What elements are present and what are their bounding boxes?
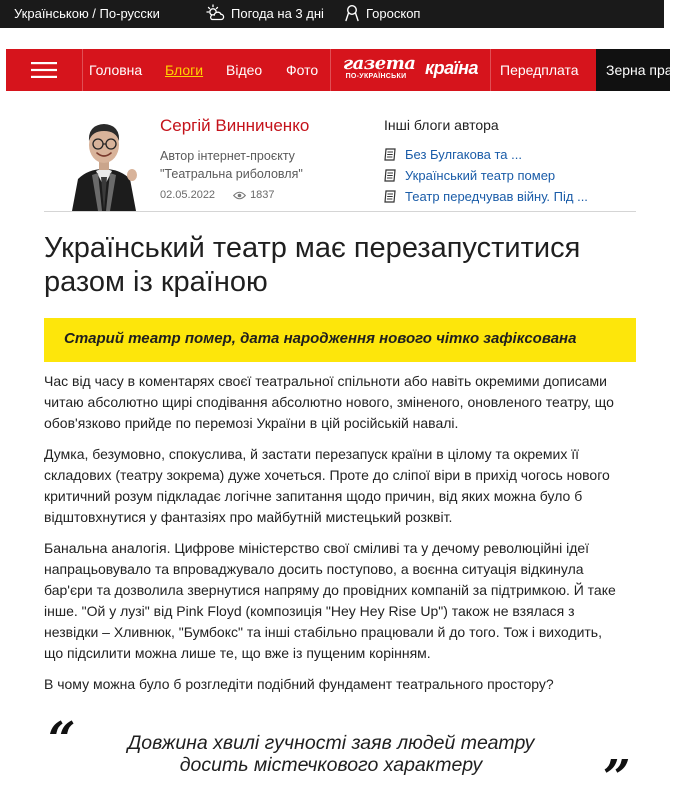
article-paragraph: В чому можна було б розгледіти подібний фундамент театрального простору? [44,676,554,692]
nav-separator [330,49,331,91]
nav-item-blogs[interactable]: Блоги [165,62,204,78]
article-lead: Старий театр помер, дата народження нового чітко зафіксована [44,318,636,362]
pull-quote: Довжина хвилі гучності заяв людей театру досить містечкового характеру [127,732,535,776]
other-blog-label: Без Булгакова та ... [405,147,522,162]
other-blogs-title: Інші блоги автора [384,117,499,133]
quote-close-mark: ” [603,750,631,806]
weather-icon [205,4,225,22]
article-paragraph: Думка, безумовно, спокуслива, й застати перезапуск країни в цілому та окремих її складових (театру зокрема) дуже хочеться. Проте до сліпої віри в прихід чогось нового критичний розум підкладає логічне запитання щодо причин, від яких можна було б відштовхнутися у фантазіях про майбутній мистецький розквіт. [44,446,610,525]
other-blog-link[interactable] [384,186,636,207]
nav-item-photo[interactable]: Фото [286,62,319,78]
other-blog-link[interactable] [384,165,636,186]
language-switch[interactable]: Українською / По-русски [14,6,160,21]
author-divider [44,211,636,212]
blog-post-icon [384,190,397,203]
main-nav [6,49,673,91]
gazeta-logo-subtitle: ПО-УКРАЇНСЬКИ [345,73,407,80]
views-counter [233,189,274,201]
article-paragraph: Банальна аналогія. Цифрове міністерство свої сміливі та у дечому революційні ідеї напрацьовувало та впроваджувало досить поступово, а воєнна ситуація відкинула бар'єри та дозволила звернутися напряму до провідних компаній за підтримкою. Й таке інше. "Ой у лузі" від Pink Floyd (композиція "Hey Hey Rise Up") також не взялася з незвідки – Хливнюк, "Бумбокс" та інші стабільно працювали й до того. Тож і виходить, що підсилити можна лише те, що вже із пущеним корінням. [44,540,616,661]
other-blog-label: Український театр помер [405,168,556,183]
weather-link[interactable] [205,4,324,22]
views-count: 1837 [250,189,275,201]
krayina-logo[interactable]: країна [425,58,479,78]
post-meta [160,189,275,201]
author-name[interactable]: Сергій Винниченко [160,116,310,135]
menu-button[interactable] [6,49,82,91]
post-date: 02.05.2022 [160,189,216,201]
nav-item-featured[interactable]: Зерна пра [596,49,670,91]
nav-item-video[interactable]: Відео [226,62,263,78]
menu-icon [31,62,57,78]
nav-separator [490,49,491,91]
nav-separator [82,49,83,91]
horoscope-link[interactable] [344,4,420,22]
article-paragraph: Час від часу в коментарях своєї театральної спільноти або навіть окремими дописами читаю абсолютно щирі сподівання абсолютно нового, зміненого, оновленого театру, що обов'язково прийде по перемозі України в цій російській навалі. [44,373,614,431]
quote-open-mark: “ [48,712,76,768]
horoscope-label: Гороскоп [366,5,421,21]
other-blog-label: Театр передчував війну. Під ... [405,189,588,204]
nav-item-home[interactable]: Головна [89,62,143,78]
article-headline: Український театр має перезапуститися разом із країною [44,232,581,298]
top-bar [0,0,664,28]
blog-post-icon [384,169,397,182]
gazeta-logo[interactable] [343,53,416,80]
author-avatar[interactable] [68,113,140,211]
other-blogs-list [384,144,636,207]
horoscope-icon [344,4,360,22]
nav-item-subscribe[interactable]: Передплата [500,62,579,78]
views-eye-icon [233,191,246,200]
blog-post-icon [384,148,397,161]
gazeta-logo-title: газета [343,53,416,74]
other-blog-link[interactable] [384,144,636,165]
weather-label: Погода на 3 дні [231,5,324,21]
author-description: Автор інтернет-проєкту "Театральна риболовля" [160,149,303,181]
